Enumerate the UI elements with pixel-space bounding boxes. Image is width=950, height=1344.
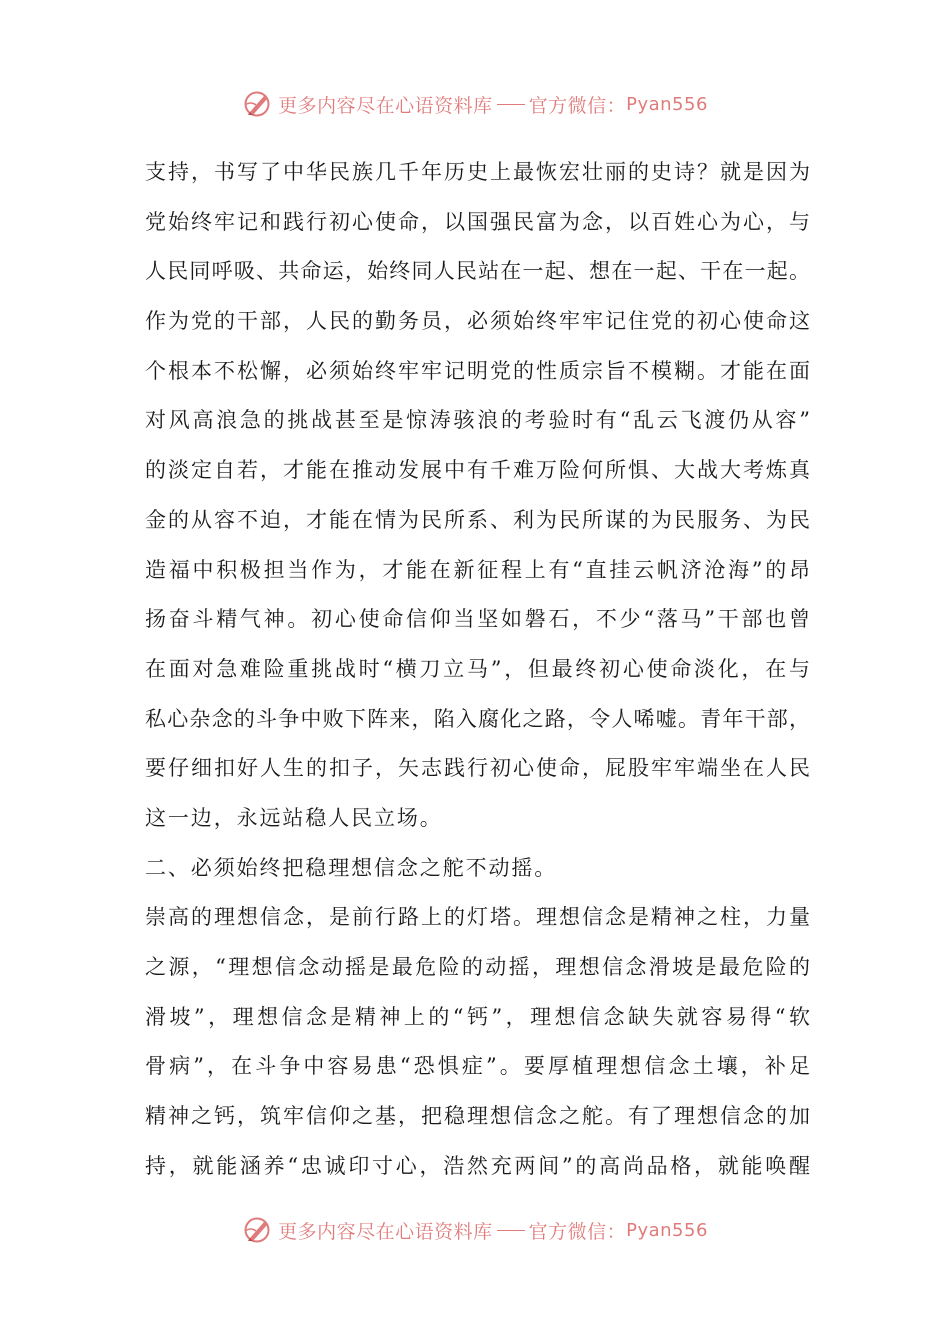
document-body (145, 148, 810, 1191)
body-line: 作为党的干部，人民的勤务员，必须始终牢牢记住党的初心使命这 (145, 309, 810, 334)
header-banner (0, 84, 950, 124)
footer-wechat-id: Pyan556 (626, 1219, 708, 1241)
body-line: 要仔细扣好人生的扣子，矢志践行初心使命，屁股牢牢端坐在人民 (145, 756, 810, 781)
body-line: 在面对急难险重挑战时“横刀立马”，但最终初心使命淡化，在与 (145, 656, 810, 681)
header-wechat-id: Pyan556 (626, 93, 708, 115)
body-line: 金的从容不迫，才能在情为民所系、利为民所谋的为民服务、为民 (145, 507, 810, 532)
pen-logo-icon (242, 1215, 272, 1245)
section-heading: 二、必须始终把稳理想信念之舵不动摇。 (145, 855, 558, 880)
body-line: 造福中积极担当作为，才能在新征程上有“直挂云帆济沧海”的昂 (145, 557, 810, 582)
footer-wechat-label: 官方微信： (528, 1220, 627, 1243)
footer-promo-text: 更多内容尽在心语资料库 (278, 1220, 493, 1243)
body-line: 骨病”，在斗争中容易患“恐惧症”。要厚植理想信念土壤，补足 (145, 1054, 810, 1079)
body-line: 人民同呼吸、共命运，始终同人民站在一起、想在一起、干在一起。 (145, 259, 810, 284)
body-line: 精神之钙，筑牢信仰之基，把稳理想信念之舵。有了理想信念的加 (145, 1104, 810, 1129)
body-line: 个根本不松懈，必须始终牢牢记明党的性质宗旨不模糊。才能在面 (145, 358, 810, 383)
body-line: 的淡定自若，才能在推动发展中有千难万险何所惧、大战大考炼真 (145, 458, 810, 483)
body-line: 扬奋斗精气神。初心使命信仰当坚如磐石，不少“落马”干部也曾 (145, 607, 810, 632)
body-line: 这一边，永远站稳人民立场。 (145, 805, 443, 830)
body-line: 对风高浪急的挑战甚至是惊涛骇浪的考验时有“乱云飞渡仍从容” (145, 408, 810, 433)
header-wechat-label: 官方微信： (528, 94, 627, 117)
pen-logo-icon (242, 89, 272, 119)
body-line: 党始终牢记和践行初心使命，以国强民富为念，以百姓心为心，与 (145, 209, 810, 234)
footer-separator (497, 1230, 525, 1231)
header-separator (497, 104, 525, 105)
header-promo-text: 更多内容尽在心语资料库 (278, 94, 493, 117)
body-line: 支持，书写了中华民族几千年历史上最恢宏壮丽的史诗？就是因为 (145, 160, 810, 184)
body-line: 滑坡”，理想信念是精神上的“钙”，理想信念缺失就容易得“软 (145, 1004, 810, 1029)
footer-banner (0, 1210, 950, 1250)
body-line: 之源，“理想信念动摇是最危险的动摇，理想信念滑坡是最危险的 (145, 955, 810, 979)
body-line: 持，就能涵养“忠诚印寸心，浩然充两间”的高尚品格，就能唤醒 (145, 1153, 810, 1178)
body-line: 崇高的理想信念，是前行路上的灯塔。理想信念是精神之柱，力量 (145, 905, 810, 930)
body-line: 私心杂念的斗争中败下阵来，陷入腐化之路，令人唏嘘。青年干部， (145, 706, 810, 731)
